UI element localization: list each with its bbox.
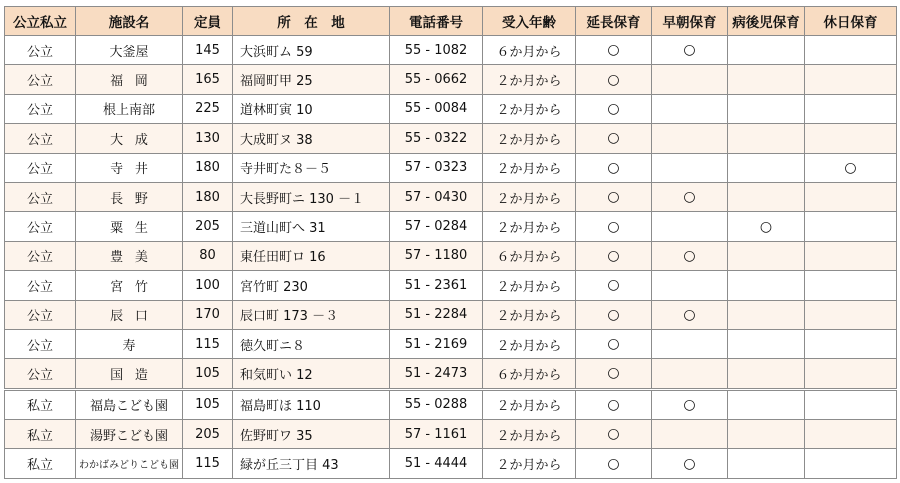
cell-address: 宮竹町 230 xyxy=(233,271,390,300)
cell-phone: 57 - 1180 xyxy=(390,241,483,270)
cell-address: 辰口町 173 －３ xyxy=(233,300,390,329)
cell-public-private: 公立 xyxy=(5,94,76,123)
table-row xyxy=(5,420,897,449)
cell-facility-name: 国造 xyxy=(76,359,183,389)
cell-capacity: 80 xyxy=(183,241,233,270)
cell-early-care xyxy=(652,329,728,358)
cell-sick-child-care xyxy=(728,182,805,211)
cell-holiday-care xyxy=(805,449,897,478)
cell-public-private: 公立 xyxy=(5,300,76,329)
cell-address: 緑が丘三丁目 43 xyxy=(233,449,390,478)
cell-public-private: 私立 xyxy=(5,389,76,419)
cell-address: 福岡町甲 25 xyxy=(233,65,390,94)
cell-early-care xyxy=(652,359,728,389)
cell-capacity: 180 xyxy=(183,153,233,182)
table-row xyxy=(5,65,897,94)
cell-public-private: 私立 xyxy=(5,420,76,449)
cell-public-private: 公立 xyxy=(5,241,76,270)
cell-facility-name: 宮竹 xyxy=(76,271,183,300)
table-row xyxy=(5,359,897,389)
cell-capacity: 180 xyxy=(183,182,233,211)
cell-facility-name: 寺井 xyxy=(76,153,183,182)
cell-address: 佐野町ワ 35 xyxy=(233,420,390,449)
cell-extended-care: ○ xyxy=(576,389,652,419)
cell-public-private: 公立 xyxy=(5,271,76,300)
cell-accept-age: ２か月から xyxy=(483,153,576,182)
cell-extended-care: ○ xyxy=(576,271,652,300)
cell-early-care: ○ xyxy=(652,300,728,329)
cell-early-care: ○ xyxy=(652,449,728,478)
cell-holiday-care xyxy=(805,182,897,211)
cell-accept-age: ２か月から xyxy=(483,65,576,94)
table-row xyxy=(5,300,897,329)
cell-phone: 51 - 4444 xyxy=(390,449,483,478)
cell-facility-name: 福島こども園 xyxy=(76,389,183,419)
cell-phone: 51 - 2473 xyxy=(390,359,483,389)
cell-facility-name: 寿 xyxy=(76,329,183,358)
cell-address: 三道山町へ 31 xyxy=(233,212,390,241)
table-body xyxy=(5,36,897,479)
cell-phone: 55 - 0322 xyxy=(390,124,483,153)
cell-facility-name: 福岡 xyxy=(76,65,183,94)
cell-capacity: 105 xyxy=(183,359,233,389)
cell-capacity: 115 xyxy=(183,449,233,478)
cell-address: 寺井町た８－５ xyxy=(233,153,390,182)
cell-holiday-care xyxy=(805,65,897,94)
cell-early-care: ○ xyxy=(652,182,728,211)
cell-accept-age: ２か月から xyxy=(483,300,576,329)
table-row xyxy=(5,329,897,358)
cell-holiday-care xyxy=(805,94,897,123)
cell-capacity: 115 xyxy=(183,329,233,358)
cell-facility-name: 粟生 xyxy=(76,212,183,241)
cell-accept-age: ２か月から xyxy=(483,420,576,449)
cell-facility-name: 湯野こども園 xyxy=(76,420,183,449)
cell-public-private: 私立 xyxy=(5,449,76,478)
cell-early-care: ○ xyxy=(652,241,728,270)
cell-holiday-care xyxy=(805,359,897,389)
cell-extended-care: ○ xyxy=(576,94,652,123)
cell-phone: 57 - 0430 xyxy=(390,182,483,211)
cell-extended-care: ○ xyxy=(576,212,652,241)
cell-extended-care: ○ xyxy=(576,36,652,65)
cell-facility-name: わかばみどりこども園 xyxy=(76,449,183,478)
cell-holiday-care xyxy=(805,271,897,300)
header-sick-child-care: 病後児保育 xyxy=(728,7,805,36)
table-row xyxy=(5,271,897,300)
cell-sick-child-care xyxy=(728,300,805,329)
cell-phone: 51 - 2169 xyxy=(390,329,483,358)
cell-early-care: ○ xyxy=(652,389,728,419)
cell-holiday-care xyxy=(805,241,897,270)
table-row xyxy=(5,241,897,270)
cell-holiday-care: ○ xyxy=(805,153,897,182)
cell-capacity: 105 xyxy=(183,389,233,419)
table-row xyxy=(5,153,897,182)
cell-facility-name: 辰口 xyxy=(76,300,183,329)
cell-public-private: 公立 xyxy=(5,65,76,94)
cell-sick-child-care xyxy=(728,389,805,419)
cell-phone: 55 - 0662 xyxy=(390,65,483,94)
cell-sick-child-care xyxy=(728,271,805,300)
table-row xyxy=(5,212,897,241)
cell-address: 大成町ヌ 38 xyxy=(233,124,390,153)
cell-accept-age: ６か月から xyxy=(483,359,576,389)
table-row xyxy=(5,449,897,478)
cell-extended-care: ○ xyxy=(576,300,652,329)
cell-holiday-care xyxy=(805,389,897,419)
cell-sick-child-care: ○ xyxy=(728,212,805,241)
cell-sick-child-care xyxy=(728,36,805,65)
cell-sick-child-care xyxy=(728,241,805,270)
cell-sick-child-care xyxy=(728,329,805,358)
cell-sick-child-care xyxy=(728,124,805,153)
cell-facility-name: 豊美 xyxy=(76,241,183,270)
header-capacity: 定員 xyxy=(183,7,233,36)
cell-address: 道林町寅 10 xyxy=(233,94,390,123)
cell-facility-name: 長野 xyxy=(76,182,183,211)
cell-facility-name: 大成 xyxy=(76,124,183,153)
header-facility-name: 施設名 xyxy=(76,7,183,36)
cell-holiday-care xyxy=(805,329,897,358)
nursery-table-container xyxy=(4,6,896,479)
cell-sick-child-care xyxy=(728,65,805,94)
cell-accept-age: ２か月から xyxy=(483,389,576,419)
cell-capacity: 165 xyxy=(183,65,233,94)
cell-sick-child-care xyxy=(728,359,805,389)
cell-sick-child-care xyxy=(728,153,805,182)
cell-extended-care: ○ xyxy=(576,124,652,153)
cell-holiday-care xyxy=(805,124,897,153)
cell-address: 徳久町ニ８ xyxy=(233,329,390,358)
header-extended-care: 延長保育 xyxy=(576,7,652,36)
cell-holiday-care xyxy=(805,36,897,65)
cell-public-private: 公立 xyxy=(5,124,76,153)
cell-address: 大浜町ム 59 xyxy=(233,36,390,65)
cell-accept-age: ２か月から xyxy=(483,94,576,123)
cell-accept-age: ２か月から xyxy=(483,212,576,241)
cell-extended-care: ○ xyxy=(576,449,652,478)
cell-sick-child-care xyxy=(728,94,805,123)
cell-public-private: 公立 xyxy=(5,153,76,182)
cell-accept-age: ２か月から xyxy=(483,124,576,153)
cell-early-care xyxy=(652,153,728,182)
cell-early-care xyxy=(652,271,728,300)
cell-accept-age: ２か月から xyxy=(483,449,576,478)
table-row xyxy=(5,182,897,211)
cell-phone: 57 - 1161 xyxy=(390,420,483,449)
cell-accept-age: ２か月から xyxy=(483,182,576,211)
cell-phone: 51 - 2361 xyxy=(390,271,483,300)
cell-address: 福島町ほ 110 xyxy=(233,389,390,419)
cell-extended-care: ○ xyxy=(576,329,652,358)
cell-capacity: 145 xyxy=(183,36,233,65)
header-public-private: 公立私立 xyxy=(5,7,76,36)
nursery-facilities-table xyxy=(4,6,897,479)
cell-public-private: 公立 xyxy=(5,36,76,65)
cell-extended-care: ○ xyxy=(576,359,652,389)
header-early-care: 早朝保育 xyxy=(652,7,728,36)
header-address: 所 在 地 xyxy=(233,7,390,36)
cell-capacity: 205 xyxy=(183,420,233,449)
header-accept-age: 受入年齢 xyxy=(483,7,576,36)
cell-early-care xyxy=(652,212,728,241)
cell-public-private: 公立 xyxy=(5,182,76,211)
cell-early-care xyxy=(652,65,728,94)
cell-holiday-care xyxy=(805,420,897,449)
table-row xyxy=(5,94,897,123)
cell-accept-age: ６か月から xyxy=(483,36,576,65)
cell-capacity: 205 xyxy=(183,212,233,241)
cell-public-private: 公立 xyxy=(5,329,76,358)
cell-public-private: 公立 xyxy=(5,359,76,389)
cell-early-care xyxy=(652,94,728,123)
cell-extended-care: ○ xyxy=(576,65,652,94)
cell-facility-name: 大釜屋 xyxy=(76,36,183,65)
cell-phone: 55 - 1082 xyxy=(390,36,483,65)
cell-public-private: 公立 xyxy=(5,212,76,241)
cell-capacity: 100 xyxy=(183,271,233,300)
cell-early-care xyxy=(652,420,728,449)
cell-holiday-care xyxy=(805,300,897,329)
cell-phone: 55 - 0288 xyxy=(390,389,483,419)
cell-phone: 55 - 0084 xyxy=(390,94,483,123)
cell-extended-care: ○ xyxy=(576,153,652,182)
cell-extended-care: ○ xyxy=(576,420,652,449)
cell-address: 東任田町ロ 16 xyxy=(233,241,390,270)
cell-facility-name: 根上南部 xyxy=(76,94,183,123)
cell-accept-age: ６か月から xyxy=(483,241,576,270)
cell-address: 和気町い 12 xyxy=(233,359,390,389)
cell-accept-age: ２か月から xyxy=(483,271,576,300)
table-row xyxy=(5,124,897,153)
cell-capacity: 225 xyxy=(183,94,233,123)
header-holiday-care: 休日保育 xyxy=(805,7,897,36)
cell-phone: 57 - 0323 xyxy=(390,153,483,182)
cell-capacity: 130 xyxy=(183,124,233,153)
table-row xyxy=(5,389,897,419)
cell-capacity: 170 xyxy=(183,300,233,329)
cell-accept-age: ２か月から xyxy=(483,329,576,358)
cell-extended-care: ○ xyxy=(576,182,652,211)
table-header-row xyxy=(5,7,897,36)
cell-early-care xyxy=(652,124,728,153)
cell-sick-child-care xyxy=(728,449,805,478)
cell-holiday-care xyxy=(805,212,897,241)
cell-phone: 51 - 2284 xyxy=(390,300,483,329)
cell-phone: 57 - 0284 xyxy=(390,212,483,241)
cell-extended-care: ○ xyxy=(576,241,652,270)
cell-address: 大長野町ニ 130 －１ xyxy=(233,182,390,211)
cell-early-care: ○ xyxy=(652,36,728,65)
cell-sick-child-care xyxy=(728,420,805,449)
header-phone: 電話番号 xyxy=(390,7,483,36)
table-row xyxy=(5,36,897,65)
